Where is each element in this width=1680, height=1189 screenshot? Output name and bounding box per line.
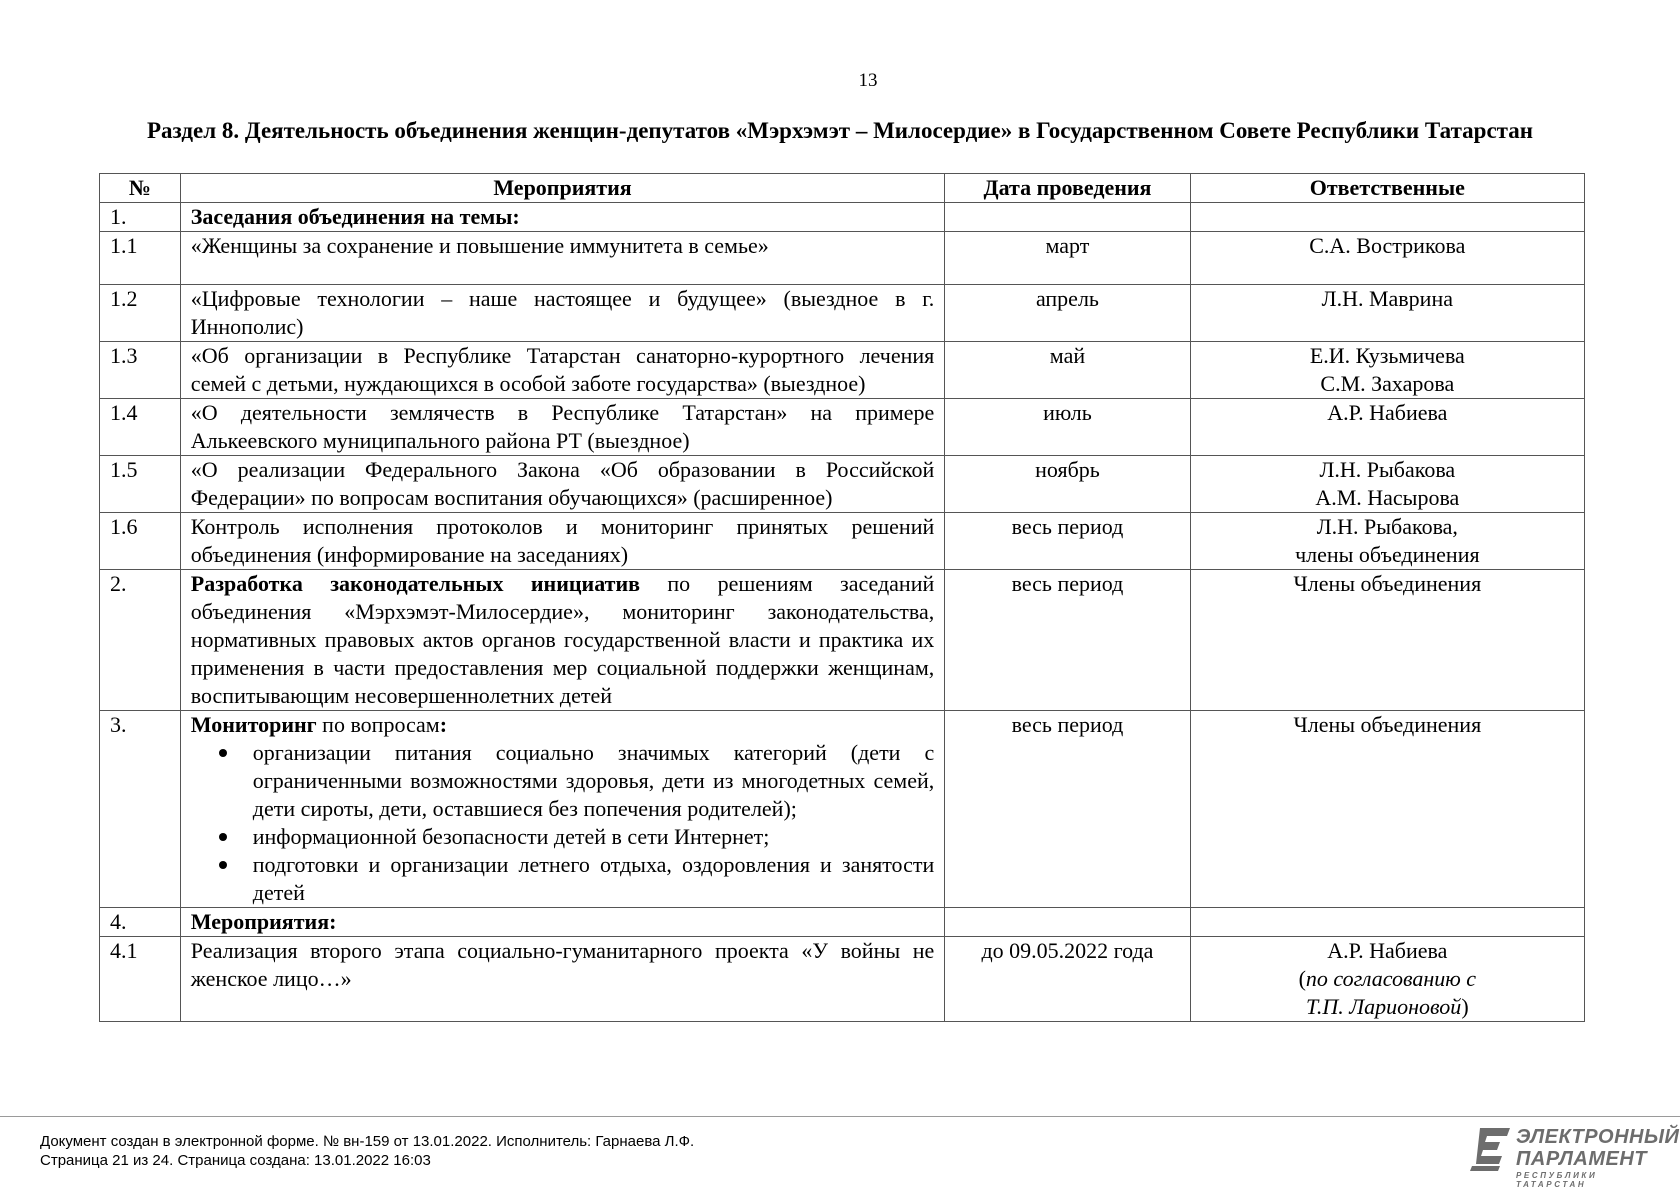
logo-text-line1: ЭЛЕКТРОННЫЙ xyxy=(1516,1126,1680,1148)
section-title: Раздел 8. Деятельность объединения женщин-депутатов «Мэрхэмэт – Милосердие» в Государственном Совете Республики Татарстан xyxy=(147,118,1533,143)
table-row xyxy=(100,513,1585,570)
table-row xyxy=(100,399,1585,456)
table-row xyxy=(100,203,1585,232)
footer-divider xyxy=(0,1116,1680,1117)
row-number: 1.4 xyxy=(100,399,181,456)
row-date xyxy=(945,203,1190,232)
event-text: по вопросам xyxy=(316,712,440,737)
bullet-list xyxy=(191,739,935,907)
row-date: весь период xyxy=(945,513,1190,570)
row-date: ноябрь xyxy=(945,456,1190,513)
row-responsible xyxy=(1190,399,1584,456)
row-number: 2. xyxy=(100,570,181,711)
table-row xyxy=(100,232,1585,285)
list-item-text: информационной безопасности детей в сети Интернет; xyxy=(252,824,770,849)
row-event xyxy=(180,203,945,232)
bullet-icon xyxy=(219,861,227,869)
row-date: июль xyxy=(945,399,1190,456)
row-responsible xyxy=(1190,285,1584,342)
row-event xyxy=(180,908,945,937)
event-heading: Мероприятия: xyxy=(190,909,337,934)
row-date: март xyxy=(945,232,1190,285)
list-item xyxy=(253,851,935,907)
logo-text-line2: ПАРЛАМЕНТ xyxy=(1516,1148,1648,1170)
row-event xyxy=(180,711,945,908)
responsible-person: Члены объединения xyxy=(1293,712,1482,737)
row-number: 4. xyxy=(100,908,181,937)
row-number: 4.1 xyxy=(100,937,181,1022)
row-date: май xyxy=(945,342,1190,399)
responsible-person: А.Р. Набиева xyxy=(1327,400,1448,425)
footer xyxy=(40,1132,694,1170)
row-event: «Женщины за сохранение и повышение иммунитета в семье» xyxy=(180,232,945,285)
event-heading: Разработка законодательных инициатив xyxy=(190,571,641,596)
list-item xyxy=(253,823,935,851)
coordination-note-text: Т.П. Ларионовой xyxy=(1306,994,1462,1019)
header-responsible: Ответственные xyxy=(1190,174,1584,203)
table-row xyxy=(100,937,1585,1022)
bullet-icon xyxy=(219,833,227,841)
table-header-row xyxy=(100,174,1585,203)
electronic-parliament-logo xyxy=(1470,1126,1680,1189)
responsible-person: члены объединения xyxy=(1295,542,1480,567)
row-date: весь период xyxy=(945,711,1190,908)
list-item-text: подготовки и организации летнего отдыха, оздоровления и занятости детей xyxy=(252,852,935,905)
row-number: 1.3 xyxy=(100,342,181,399)
row-number: 1.5 xyxy=(100,456,181,513)
row-responsible xyxy=(1190,937,1584,1022)
row-responsible xyxy=(1190,456,1584,513)
row-event xyxy=(180,570,945,711)
table-row xyxy=(100,285,1585,342)
footer-page-info: Страница 21 из 24. Страница создана: 13.01.2022 16:03 xyxy=(40,1152,431,1169)
table-row xyxy=(100,908,1585,937)
row-responsible xyxy=(1190,232,1584,285)
row-responsible xyxy=(1190,342,1584,399)
row-responsible xyxy=(1190,513,1584,570)
responsible-person: А.М. Насырова xyxy=(1315,485,1460,510)
header-number: № xyxy=(100,174,181,203)
responsible-person: Члены объединения xyxy=(1293,571,1482,596)
responsible-person: Е.И. Кузьмичева xyxy=(1309,343,1465,368)
responsible-person: Л.Н. Рыбакова, xyxy=(1316,514,1458,539)
logo-text-line3: РЕСПУБЛИКИ ТАТАРСТАН xyxy=(1516,1171,1598,1189)
row-number: 1. xyxy=(100,203,181,232)
event-text: по решениям заседаний объединения «Мэрхэмэт-Милосердие», мониторинг законодательства, нормативных правовых актов органов государственной власти и практика их применения в части предоставления мер социальной поддержки женщинам, воспитывающим несовершеннолетних детей xyxy=(190,571,935,708)
list-item-text: организации питания социально значимых категорий (дети с ограниченными возможностями здоровья, дети из многодетных семей, дети сироты, дети, оставшиеся без попечения родителей); xyxy=(252,740,935,821)
header-date: Дата проведения xyxy=(945,174,1190,203)
table-row xyxy=(100,342,1585,399)
table-row xyxy=(100,570,1585,711)
row-date: весь период xyxy=(945,570,1190,711)
bullet-icon xyxy=(219,749,227,757)
table-row xyxy=(100,456,1585,513)
row-responsible xyxy=(1190,711,1584,908)
event-heading: Мониторинг xyxy=(190,712,317,737)
row-event: «О реализации Федерального Закона «Об образовании в Российской Федерации» по вопросам воспитания обучающихся» (расширенное) xyxy=(180,456,945,513)
event-colon: : xyxy=(439,712,448,737)
coordination-note: Т.П. Ларионовой) xyxy=(1306,994,1469,1019)
event-heading: Заседания объединения на темы: xyxy=(190,204,520,229)
row-responsible xyxy=(1190,570,1584,711)
page-number: 13 xyxy=(858,70,878,91)
parliament-logo-icon xyxy=(1470,1126,1512,1172)
row-event: Контроль исполнения протоколов и мониторинг принятых решений объединения (информирование на заседаниях) xyxy=(180,513,945,570)
row-event: «Цифровые технологии – наше настоящее и будущее» (выездное в г. Иннополис) xyxy=(180,285,945,342)
responsible-person: Л.Н. Маврина xyxy=(1321,286,1453,311)
row-event: «О деятельности землячеств в Республике Татарстан» на примере Алькеевского муниципального района РТ (выездное) xyxy=(180,399,945,456)
row-responsible xyxy=(1190,203,1584,232)
table-row xyxy=(100,711,1585,908)
row-responsible xyxy=(1190,908,1584,937)
responsible-person: С.М. Захарова xyxy=(1320,371,1455,396)
coordination-note: (по согласованию с xyxy=(1298,966,1477,991)
row-number: 1.2 xyxy=(100,285,181,342)
row-event: Реализация второго этапа социально-гуманитарного проекта «У войны не женское лицо…» xyxy=(180,937,945,1022)
row-event: «Об организации в Республике Татарстан санаторно-курортного лечения семей с детьми, нуждающихся в особой заботе государства» (выездное) xyxy=(180,342,945,399)
row-date xyxy=(945,908,1190,937)
list-item xyxy=(253,739,935,823)
row-number: 1.6 xyxy=(100,513,181,570)
responsible-person: С.А. Вострикова xyxy=(1309,233,1466,258)
coordination-note-text: по согласованию с xyxy=(1305,966,1477,991)
responsible-person: А.Р. Набиева xyxy=(1327,938,1448,963)
responsible-person: Л.Н. Рыбакова xyxy=(1319,457,1456,482)
row-date: апрель xyxy=(945,285,1190,342)
footer-document-info: Документ создан в электронной форме. № вн-159 от 13.01.2022. Исполнитель: Гарнаева Л.Ф. xyxy=(40,1133,695,1150)
row-date: до 09.05.2022 года xyxy=(945,937,1190,1022)
header-events: Мероприятия xyxy=(180,174,945,203)
row-number: 1.1 xyxy=(100,232,181,285)
row-number: 3. xyxy=(100,711,181,908)
activities-table xyxy=(99,173,1585,1022)
